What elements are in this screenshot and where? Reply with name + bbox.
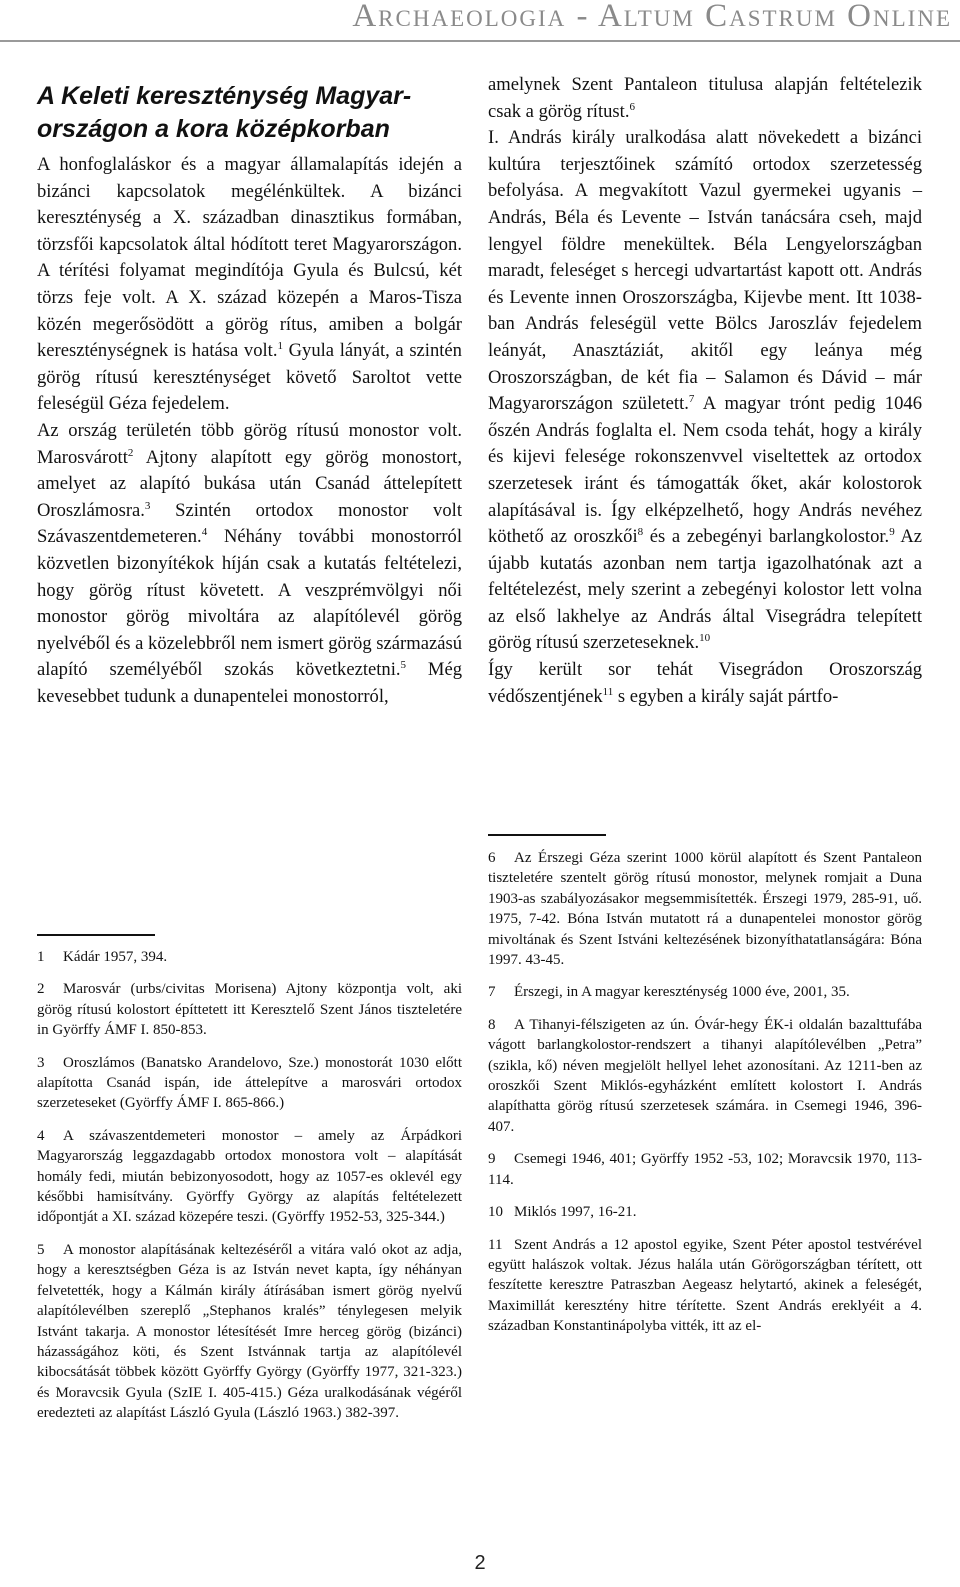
text-segment: A honfoglaláskor és a magyar államalapítás idején a bizánci kapcsolatok megélénkültek. A bizánci kereszténység a X. században dinasztikus formában, törzsfői kapcsolatok által hódított teret Magyarországon. A térítési folyamat megindítója Gyula és Bulcsú, két törzs feje volt. A X. század közepén a Maros-Tisza közén megerősödött a görög rítus, amiben a bolgár kereszténységnek is hatása volt. [37, 154, 462, 362]
footnote-text: A szávaszentdemeteri monostor – amely az Árpádkori Magyarország leggazdagabb ortodox monostora volt – alapítását homály fedi, miután bebizonyosodott, hogy az 1057-es oklevél egy későbbi hamisítvány. Györffy György az alapítás feltételezett időpontját a XI. század közepére teszi. (Györffy 1952-53, 325-344.) [37, 1127, 462, 1226]
footnote-reference[interactable]: 7 [688, 392, 695, 405]
footnote-reference[interactable]: 8 [637, 525, 644, 538]
footnote-text: Miklós 1997, 16-21. [514, 1204, 637, 1221]
footnote [37, 1053, 462, 1114]
footnote [488, 982, 922, 1002]
text-segment: és a zebegényi barlangkolostor. [643, 526, 890, 548]
footnote [37, 979, 462, 1040]
footnote-number: 1 [37, 949, 45, 965]
right-column-body [488, 72, 922, 710]
footnote-text: Érszegi, in A magyar kereszténység 1000 éve, 2001, 35. [514, 984, 850, 1001]
footnote-text: Oroszlámos (Banatsko Arandelovo, Sze.) monostorát 1030 előtt alapította Csanád ispán, ide áttelepítve a marosvári ortodox szerzeteseket (Györffy ÁMF I. 865-866.) [37, 1054, 462, 1112]
page-number: 2 [474, 1552, 486, 1574]
footnote-text: Szent András a 12 apostol egyike, Szent Péter apostol testvérével együtt halászok voltak. Jézus halála után Görögországban térített, ott feszítette keresztre Patraszban Aegeasz helytartó, akinek a feleségét, Maximillát keresztény hitre térítette. Szent András ereklyéit a 4. században Konstantinápolyba vitték, itt az el- [488, 1236, 922, 1335]
footnote [488, 1235, 922, 1337]
footnote-number: 11 [488, 1236, 503, 1253]
footnote [37, 1126, 462, 1228]
footnotes-right [488, 848, 922, 1349]
footnote-text: Marosvár (urbs/civitas Morisena) Ajtony központja volt, aki görög rítusú kolostort építtetett itt Keresztelő Szent János tiszteletére in Györffy ÁMF I. 850-853. [37, 981, 462, 1039]
footnote [488, 1149, 922, 1190]
footnote-reference[interactable]: 3 [144, 499, 151, 512]
footnote-reference[interactable]: 11 [602, 685, 614, 698]
footnote-rule-left [37, 934, 155, 936]
footnote [37, 947, 462, 967]
article-title: A Keleti kereszténység Magyar-országon a kora középkorban [37, 82, 412, 143]
body-paragraph [488, 72, 922, 125]
footnote-number: 6 [488, 850, 496, 866]
footnote-number: 10 [488, 1204, 503, 1221]
footnote-text: A Tihanyi-félszigeten az ún. Óvár-hegy ÉK-i oldalán bazalttufába vágott barlangkolostor-rendszert a tihanyi alapítólevélben „Petra” (szikla, kő) néven megjelölt hellyel lehet azonosítani. Az 1211-ben az oroszkői Szent Miklós-egyházként említett kolostort I. András alapíthatta görög rítusú szerzetesek számára. in Csemegi 1946, 396-407. [488, 1016, 922, 1135]
text-segment: Ajtony alapított egy görög monostort, amelyet az alapító bukása után Csanád áttelepített Oroszlámosra. [37, 446, 462, 521]
text-segment: A magyar trónt pedig 1046 őszén András foglalta el. Nem csoda tehát, hogy a király és kijevi felesége rokonszenvvel viseltettek az ortodox szerzetesek iránt és támogatták őket, akár kolostorok alapításával is. Így elképzelhető, hogy András nevéhez köthető az oroszkői [488, 393, 922, 548]
footnote [488, 1015, 922, 1137]
journal-title: Archaeologia - Altum Castrum Online [352, 0, 952, 34]
footnote [37, 1240, 462, 1424]
footnote-reference[interactable]: 9 [889, 525, 895, 538]
footnote-reference[interactable]: 2 [127, 446, 134, 459]
footnote-number: 4 [37, 1127, 45, 1144]
footnote-reference[interactable]: 10 [699, 632, 711, 645]
footnote-number: 8 [488, 1016, 496, 1033]
footnote-number: 9 [488, 1151, 496, 1168]
footnote-number: 5 [37, 1241, 45, 1258]
footnote-text: Kádár 1957, 394. [63, 949, 168, 965]
footnote-reference[interactable]: 5 [400, 659, 407, 672]
footnote [488, 1202, 922, 1222]
body-paragraph [37, 418, 462, 711]
footnote-number: 3 [37, 1054, 45, 1071]
footnote-reference[interactable]: 1 [277, 339, 283, 352]
text-segment: Szintén ortodox monostor volt Szávaszentdemeteren. [37, 499, 462, 548]
text-segment: Így került sor tehát Visegrádon Oroszország védőszentjének [488, 659, 922, 707]
page-header [0, 0, 960, 44]
text-segment: Még kevesebbet tudunk a dunapentelei monostorról, [37, 659, 463, 707]
header-rule [0, 40, 960, 42]
body-paragraph [37, 152, 462, 418]
text-segment: s egyben a király saját pártfo- [613, 685, 839, 707]
body-paragraph [488, 125, 922, 657]
footnotes-left [37, 947, 462, 1436]
footnote-text: Az Érszegi Géza szerint 1000 körül alapított és Szent Pantaleon tiszteletére szentelt görög rítusú monostor, melynek romjait a Duna 1903-as szabályozásakor megsemmisítették. Érszegi 1979, 285-91, uő. 1975, 7-42. Bóna István mutatott rá a dunapentelei monostor görög mivoltának és Szent Istváni keltezésének bizonyíthatatlanságára: Bóna 1997. 43-45. [488, 850, 922, 969]
text-segment: Az ország területén több görög rítusú monostor volt. Marosvárott [37, 419, 462, 468]
footnote-number: 7 [488, 984, 496, 1001]
footnote-reference[interactable]: 6 [629, 100, 635, 113]
footnote-rule-right [488, 834, 606, 836]
footnote-text: Csemegi 1946, 401; Györffy 1952 -53, 102; Moravcsik 1970, 113-114. [488, 1151, 922, 1188]
text-segment: Gyula lányát, a szintén görög rítusú kereszténységet követő Saroltot vette feleségül Géza fejedelem. [37, 340, 462, 415]
text-segment: Néhány további monostorról közvetlen bizonyítékok híján csak a kutatás feltételezi, hogy görög rítust követett. A veszprémvölgyi női monostor görög mivoltára az alapítólevél görög nyelvéből és a közelebbről nem ismert görög származású alapító személyéből szokás következtetni. [37, 526, 462, 681]
footnote-reference[interactable]: 4 [201, 526, 208, 539]
left-column-body [37, 152, 462, 710]
body-paragraph [488, 657, 922, 710]
footnote-text: A monostor alapításának keltezéséről a vitára való okot az adja, hogy a keresztségben Géza is az István nevet kapta, így néhányan felvetették, hogy a Kálmán király átírásában ismert görög nyelvű alapítólevélben szereplő „Stephanos kralés” ténylegesen melyik Istvánt takarja. A monostor létesítését Imre herceg görög (bizánci) házasságához köti, és Szent Istvánnak tartja az alapítólevél kibocsátását többek között Györffy György (Györffy 1977, 321-323.) és Moravcsik Gyula (SzIE I. 405-415.) Géza uralkodásának végéről eredezteti az alapítást László Gyula (László 1963.) 382-397. [37, 1241, 462, 1422]
footnote-number: 2 [37, 981, 45, 998]
text-segment: Az újabb kutatás azonban nem tartja igazolhatónak azt a feltételezést, mely szerint a zebegényi kolostor lett volna az első lakhelye az András által Visegrádra telepített görög rítusú szerzeteseknek. [488, 526, 922, 654]
text-segment: I. András király uralkodása alatt növekedett a bizánci kultúra terjesztőinek számító ortodox szerzetesség befolyása. A megvakított Vazul gyermekei ugyanis – András, Béla és Levente – István tanácsára cseh, majd lengyel földre menekültek. Béla Lengyelországban maradt, feleséget s hercegi udvartartást kapott ott. András és Levente innen Oroszországba, Kijevbe ment. Itt 1038-ban András feleségül vette Bölcs Jaroszláv fejedelem leányát, Anasztáziát, akitől egy leánya még Oroszországban, de két fia – Salamon és Dávid – már Magyarországon született. [488, 127, 922, 415]
footnote [488, 848, 922, 970]
text-segment: amelynek Szent Pantaleon titulusa alapján feltételezik csak a görög rítust. [488, 74, 922, 122]
